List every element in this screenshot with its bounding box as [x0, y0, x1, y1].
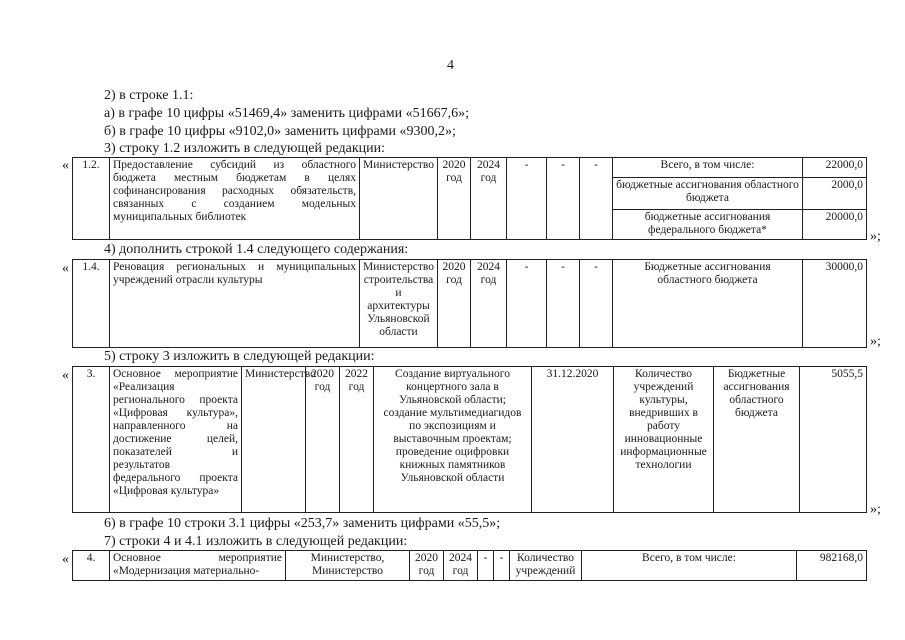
text-line: 4) дополнить строкой 1.4 следующего содержания:: [104, 242, 409, 257]
text-line: 5) строку 3 изложить в следующей редакции:: [104, 349, 375, 364]
start-year: 2020 год: [306, 367, 340, 513]
dash-cell: -: [507, 260, 547, 348]
row-number: 3.: [73, 367, 110, 513]
measure-description: Основное мероприятие «Модернизация материально-: [110, 551, 286, 581]
executor: Министерство: [242, 367, 306, 513]
funding-label: Бюджетные ассигнования областного бюджета: [613, 260, 803, 348]
table-row-4: [72, 550, 867, 581]
start-year: 2020 год: [410, 551, 444, 581]
end-year: 2024 год: [444, 551, 478, 581]
row-number: 1.4.: [73, 260, 110, 348]
funding-label: Всего, в том числе:: [613, 158, 803, 178]
dash-cell: -: [547, 260, 580, 348]
table-row-1-2: [72, 157, 867, 240]
indicator: Количество учреждений: [510, 551, 582, 581]
dash-cell: -: [547, 158, 580, 240]
funding-value: 30000,0: [803, 260, 867, 348]
executor: Министерство строительства и архитектуры Ульяновской области: [360, 260, 438, 348]
end-year: 2024 год: [471, 158, 507, 240]
row-number: 4.: [73, 551, 110, 581]
row-number: 1.2.: [73, 158, 110, 240]
close-quote: »;: [870, 334, 881, 349]
text-line: 2) в строке 1.1:: [104, 88, 194, 103]
text-line: а) в графе 10 цифры «51469,4» заменить цифрами «51667,6»;: [104, 106, 470, 121]
executor: Министерство: [360, 158, 438, 240]
close-quote: »;: [870, 229, 881, 244]
text-line: б) в графе 10 цифры «9102,0» заменить цифрами «9300,2»;: [104, 124, 456, 139]
funding-value: 5055,5: [800, 367, 867, 513]
page-number: 4: [447, 58, 454, 73]
text-line: 3) строку 1.2 изложить в следующей редакции:: [104, 141, 386, 156]
table-row-1-4: [72, 259, 867, 348]
funding-label: бюджетные ассигнования областного бюджета: [613, 178, 803, 210]
funding-value: 22000,0: [803, 158, 867, 178]
open-quote: «: [62, 368, 69, 383]
measure-description: Предоставление субсидий из областного бюджета местным бюджетам в целях софинансирования расходных обязательств, связанных с созданием модельных муниципальных библиотек: [110, 158, 360, 240]
expected-result: Создание виртуального концертного зала в Ульяновской области; создание мультимедиагидов по экспозициям и выставочным проектам; проведение оцифровки книжных памятников Ульяновской области: [374, 367, 532, 513]
executor: Министерство, Министерство: [286, 551, 410, 581]
open-quote: «: [62, 261, 69, 276]
open-quote: «: [62, 552, 69, 567]
funding-value: 20000,0: [803, 210, 867, 240]
funding-source: Бюджетные ассигнования областного бюджета: [714, 367, 800, 513]
dash-cell: -: [580, 260, 613, 348]
close-quote: »;: [870, 502, 881, 517]
measure-description: Основное мероприятие «Реализация регионального проекта «Цифровая культура», направленного на достижение целей, показателей и результатов федерального проекта «Цифровая культура»: [110, 367, 242, 513]
open-quote: «: [62, 158, 69, 173]
end-year: 2022 год: [340, 367, 374, 513]
funding-label: Всего, в том числе:: [582, 551, 797, 581]
funding-value: 2000,0: [803, 178, 867, 210]
end-year: 2024 год: [471, 260, 507, 348]
dash-cell: -: [494, 551, 510, 581]
measure-description: Реновация региональных и муниципальных учреждений отрасли культуры: [110, 260, 360, 348]
dash-cell: -: [478, 551, 494, 581]
table-row-3: [72, 366, 867, 513]
dash-cell: -: [580, 158, 613, 240]
indicator: Количество учреждений культуры, внедривших в работу инновационные информационные технологии: [614, 367, 714, 513]
funding-value: 982168,0: [797, 551, 867, 581]
text-line: 7) строки 4 и 4.1 изложить в следующей редакции:: [104, 534, 408, 549]
dash-cell: -: [507, 158, 547, 240]
start-year: 2020 год: [438, 260, 471, 348]
text-line: 6) в графе 10 строки 3.1 цифры «253,7» заменить цифрами «55,5»;: [104, 516, 501, 531]
funding-label: бюджетные ассигнования федерального бюджета*: [613, 210, 803, 240]
start-year: 2020 год: [438, 158, 471, 240]
deadline-date: 31.12.2020: [532, 367, 614, 513]
